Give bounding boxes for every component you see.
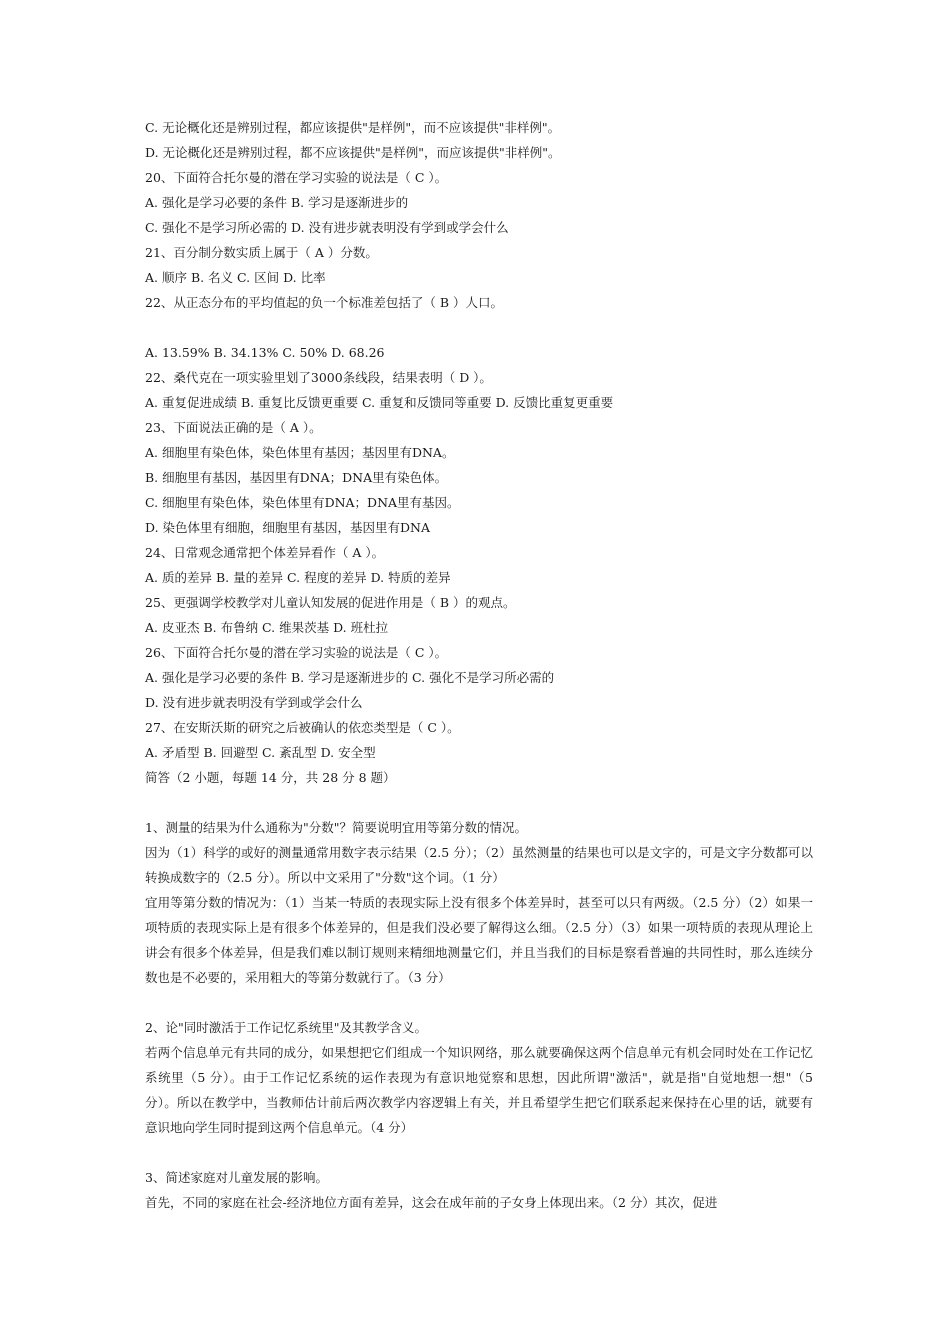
question-line: 26、下面符合托尔曼的潜在学习实验的说法是（ C ）。 [145, 645, 448, 660]
answer-paragraph: 若两个信息单元有共同的成分，如果想把它们组成一个知识网络，那么就要确保这两个信息单元有机会同时处在工作记忆系统里（5 分）。由于工作记忆系统的运作表现为有意识地觉察和思想，因此所谓"激活"，就是指"自觉地想一想"（5 分）。所以在教学中，当教师估计前后两次教学内容逻辑上有关，并且希望学生把它们联系起来保持在心里的话，就要有意识地向学生同时提到这两个信息单元。（4 分） [145, 1045, 813, 1135]
option-line: A. 顺序 B. 名义 C. 区间 D. 比率 [145, 270, 326, 285]
short-answer-question-1: 1、测量的结果为什么通称为"分数"？简要说明宜用等第分数的情况。 [145, 820, 527, 835]
option-line: A. 矛盾型 B. 回避型 C. 紊乱型 D. 安全型 [145, 745, 376, 760]
option-line: A. 强化是学习必要的条件 B. 学习是逐渐进步的 C. 强化不是学习所必需的 [145, 670, 555, 685]
option-line: A. 质的差异 B. 量的差异 C. 程度的差异 D. 特质的差异 [145, 570, 451, 585]
answer-paragraph: 因为（1）科学的或好的测量通常用数字表示结果（2.5 分）；（2）虽然测量的结果也可以是文字的，可是文字分数都可以转换成数字的（2.5 分）。所以中文采用了"分数"这个词。（1 分） [145, 845, 813, 885]
option-line: A. 皮亚杰 B. 布鲁纳 C. 维果茨基 D. 班杜拉 [145, 620, 389, 635]
option-line: C. 无论概化还是辨别过程，都应该提供"是样例"，而不应该提供"非样例"。 [145, 120, 561, 135]
option-line: C. 强化不是学习所必需的 D. 没有进步就表明没有学到或学会什么 [145, 220, 509, 235]
option-line: D. 没有进步就表明没有学到或学会什么 [145, 695, 363, 710]
option-line: A. 强化是学习必要的条件 B. 学习是逐渐进步的 [145, 195, 409, 210]
answer-paragraph: 首先，不同的家庭在社会-经济地位方面有差异，这会在成年前的子女身上体现出来。（2 分）其次，促进 [145, 1195, 718, 1210]
option-line: D. 染色体里有细胞，细胞里有基因，基因里有DNA [145, 520, 431, 535]
short-answer-question-3: 3、简述家庭对儿童发展的影响。 [145, 1170, 328, 1185]
option-line: A. 细胞里有染色体，染色体里有基因；基因里有DNA。 [145, 445, 455, 460]
question-line: 27、在安斯沃斯的研究之后被确认的依恋类型是（ C ）。 [145, 720, 460, 735]
question-line: 24、日常观念通常把个体差异看作（ A ）。 [145, 545, 385, 560]
option-line: D. 无论概化还是辨别过程，都不应该提供"是样例"，而应该提供"非样例"。 [145, 145, 561, 160]
option-line: A. 13.59% B. 34.13% C. 50% D. 68.26 [145, 345, 385, 360]
option-line: A. 重复促进成绩 B. 重复比反馈更重要 C. 重复和反馈同等重要 D. 反馈比重复更重要 [145, 395, 614, 410]
option-line: C. 细胞里有染色体，染色体里有DNA；DNA里有基因。 [145, 495, 460, 510]
question-line: 21、百分制分数实质上属于（ A ）分数。 [145, 245, 378, 260]
blank-line [145, 990, 813, 1015]
question-line: 22、从正态分布的平均值起的负一个标准差包括了（ B ）人口。 [145, 295, 504, 310]
question-line: 22、桑代克在一项实验里划了3000条线段，结果表明（ D ）。 [145, 370, 492, 385]
blank-line [145, 315, 813, 340]
blank-line [145, 1140, 813, 1165]
blank-line [145, 790, 813, 815]
answer-paragraph: 宜用等第分数的情况为：（1）当某一特质的表现实际上没有很多个体差异时，甚至可以只有两级。（2.5 分）（2）如果一项特质的表现实际上是有很多个体差异的，但是我们没必要了解得这么细。（2.5 分）（3）如果一项特质的表现从理论上讲会有很多个体差异，但是我们难以制订规则来精细地测量它们，并且当我们的目标是察看普遍的共同性时，那么连续分数也是不必要的，采用粗大的等第分数就行了。（3 分） [145, 895, 813, 985]
section-heading: 简答（2 小题，每题 14 分，共 28 分 8 题） [145, 770, 396, 785]
short-answer-question-2: 2、论"同时激活于工作记忆系统里"及其教学含义。 [145, 1020, 427, 1035]
document-page [145, 115, 813, 1215]
question-line: 20、下面符合托尔曼的潜在学习实验的说法是（ C ）。 [145, 170, 448, 185]
option-line: B. 细胞里有基因，基因里有DNA；DNA里有染色体。 [145, 470, 448, 485]
question-line: 23、下面说法正确的是（ A ）。 [145, 420, 322, 435]
question-line: 25、更强调学校教学对儿童认知发展的促进作用是（ B ）的观点。 [145, 595, 516, 610]
